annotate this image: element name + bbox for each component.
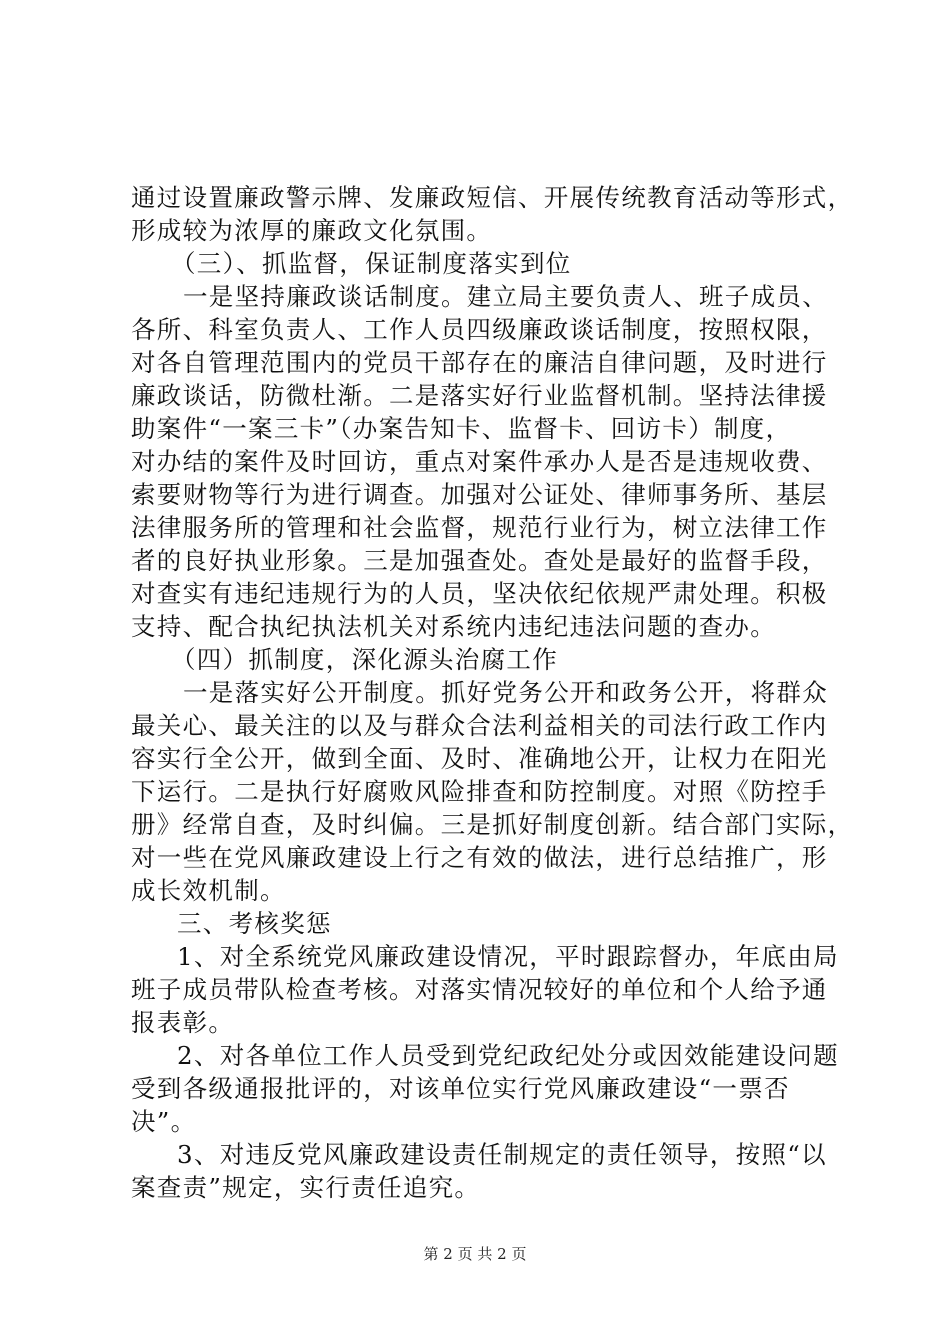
body-text-line: 各所、科室负责人、工作人员四级廉政谈话制度，按照权限，	[131, 315, 828, 344]
body-text-line: 者的良好执业形象。三是加强查处。查处是最好的监督手段，	[131, 546, 828, 575]
body-text-line: 助案件“一案三卡”（办案告知卡、监督卡、回访卡）制度，	[131, 414, 792, 443]
section-heading: 三、考核奖惩	[177, 909, 332, 938]
body-text-line: 对各自管理范围内的党员干部存在的廉洁自律问题，及时进行	[131, 348, 828, 377]
body-text-line: 廉政谈话，防微杜渐。二是落实好行业监督机制。坚持法律援	[131, 381, 828, 410]
section-heading: （三）、抓监督，保证制度落实到位	[171, 249, 572, 278]
body-text-line: 对办结的案件及时回访，重点对案件承办人是否是违规收费、	[131, 447, 828, 476]
body-text-line: 3、对违反党风廉政建设责任制规定的责任领导，按照“以	[177, 1140, 827, 1169]
body-text-line: 形成较为浓厚的廉政文化氛围。	[131, 216, 493, 245]
body-text-line: 班子成员带队检查考核。对落实情况较好的单位和个人给予通	[131, 975, 828, 1004]
body-text-line: 对查实有违纪违规行为的人员，坚决依纪依规严肃处理。积极	[131, 579, 828, 608]
body-text-line: 法律服务所的管理和社会监督，规范行业行为，树立法律工作	[131, 513, 828, 542]
page-footer: 第 2 页 共 2 页	[423, 1245, 527, 1263]
body-text-line: 册》经常自查，及时纠偏。三是抓好制度创新。结合部门实际，	[131, 810, 854, 839]
body-text-line: 受到各级通报批评的，对该单位实行党风廉政建设“一票否	[131, 1074, 790, 1103]
body-text-line: 案查责”规定，实行责任追究。	[131, 1173, 481, 1202]
body-text-line: 对一些在党风廉政建设上行之有效的做法，进行总结推广，形	[131, 843, 828, 872]
body-text-line: 一是落实好公开制度。抓好党务公开和政务公开，将群众	[183, 678, 828, 707]
body-text-line: 下运行。二是执行好腐败风险排查和防控制度。对照《防控手	[131, 777, 828, 806]
section-heading: （四）抓制度，深化源头治腐工作	[171, 645, 558, 674]
body-text-line: 成长效机制。	[131, 876, 286, 905]
body-text-line: 报表彰。	[131, 1008, 235, 1037]
body-text-line: 容实行全公开，做到全面、及时、准确地公开，让权力在阳光	[131, 744, 828, 773]
body-text-line: 决”。	[131, 1107, 197, 1136]
body-text-line: 索要财物等行为进行调查。加强对公证处、律师事务所、基层	[131, 480, 828, 509]
body-text-line: 支持、配合执纪执法机关对系统内违纪违法问题的查办。	[131, 612, 776, 641]
body-text-line: 2、对各单位工作人员受到党纪政纪处分或因效能建设问题	[177, 1041, 839, 1070]
body-text-line: 1、对全系统党风廉政建设情况，平时跟踪督办，年底由局	[177, 942, 839, 971]
body-text-line: 最关心、最关注的以及与群众合法利益相关的司法行政工作内	[131, 711, 828, 740]
body-text-line: 一是坚持廉政谈话制度。建立局主要负责人、班子成员、	[183, 282, 828, 311]
body-text-line: 通过设置廉政警示牌、发廉政短信、开展传统教育活动等形式，	[131, 183, 854, 212]
